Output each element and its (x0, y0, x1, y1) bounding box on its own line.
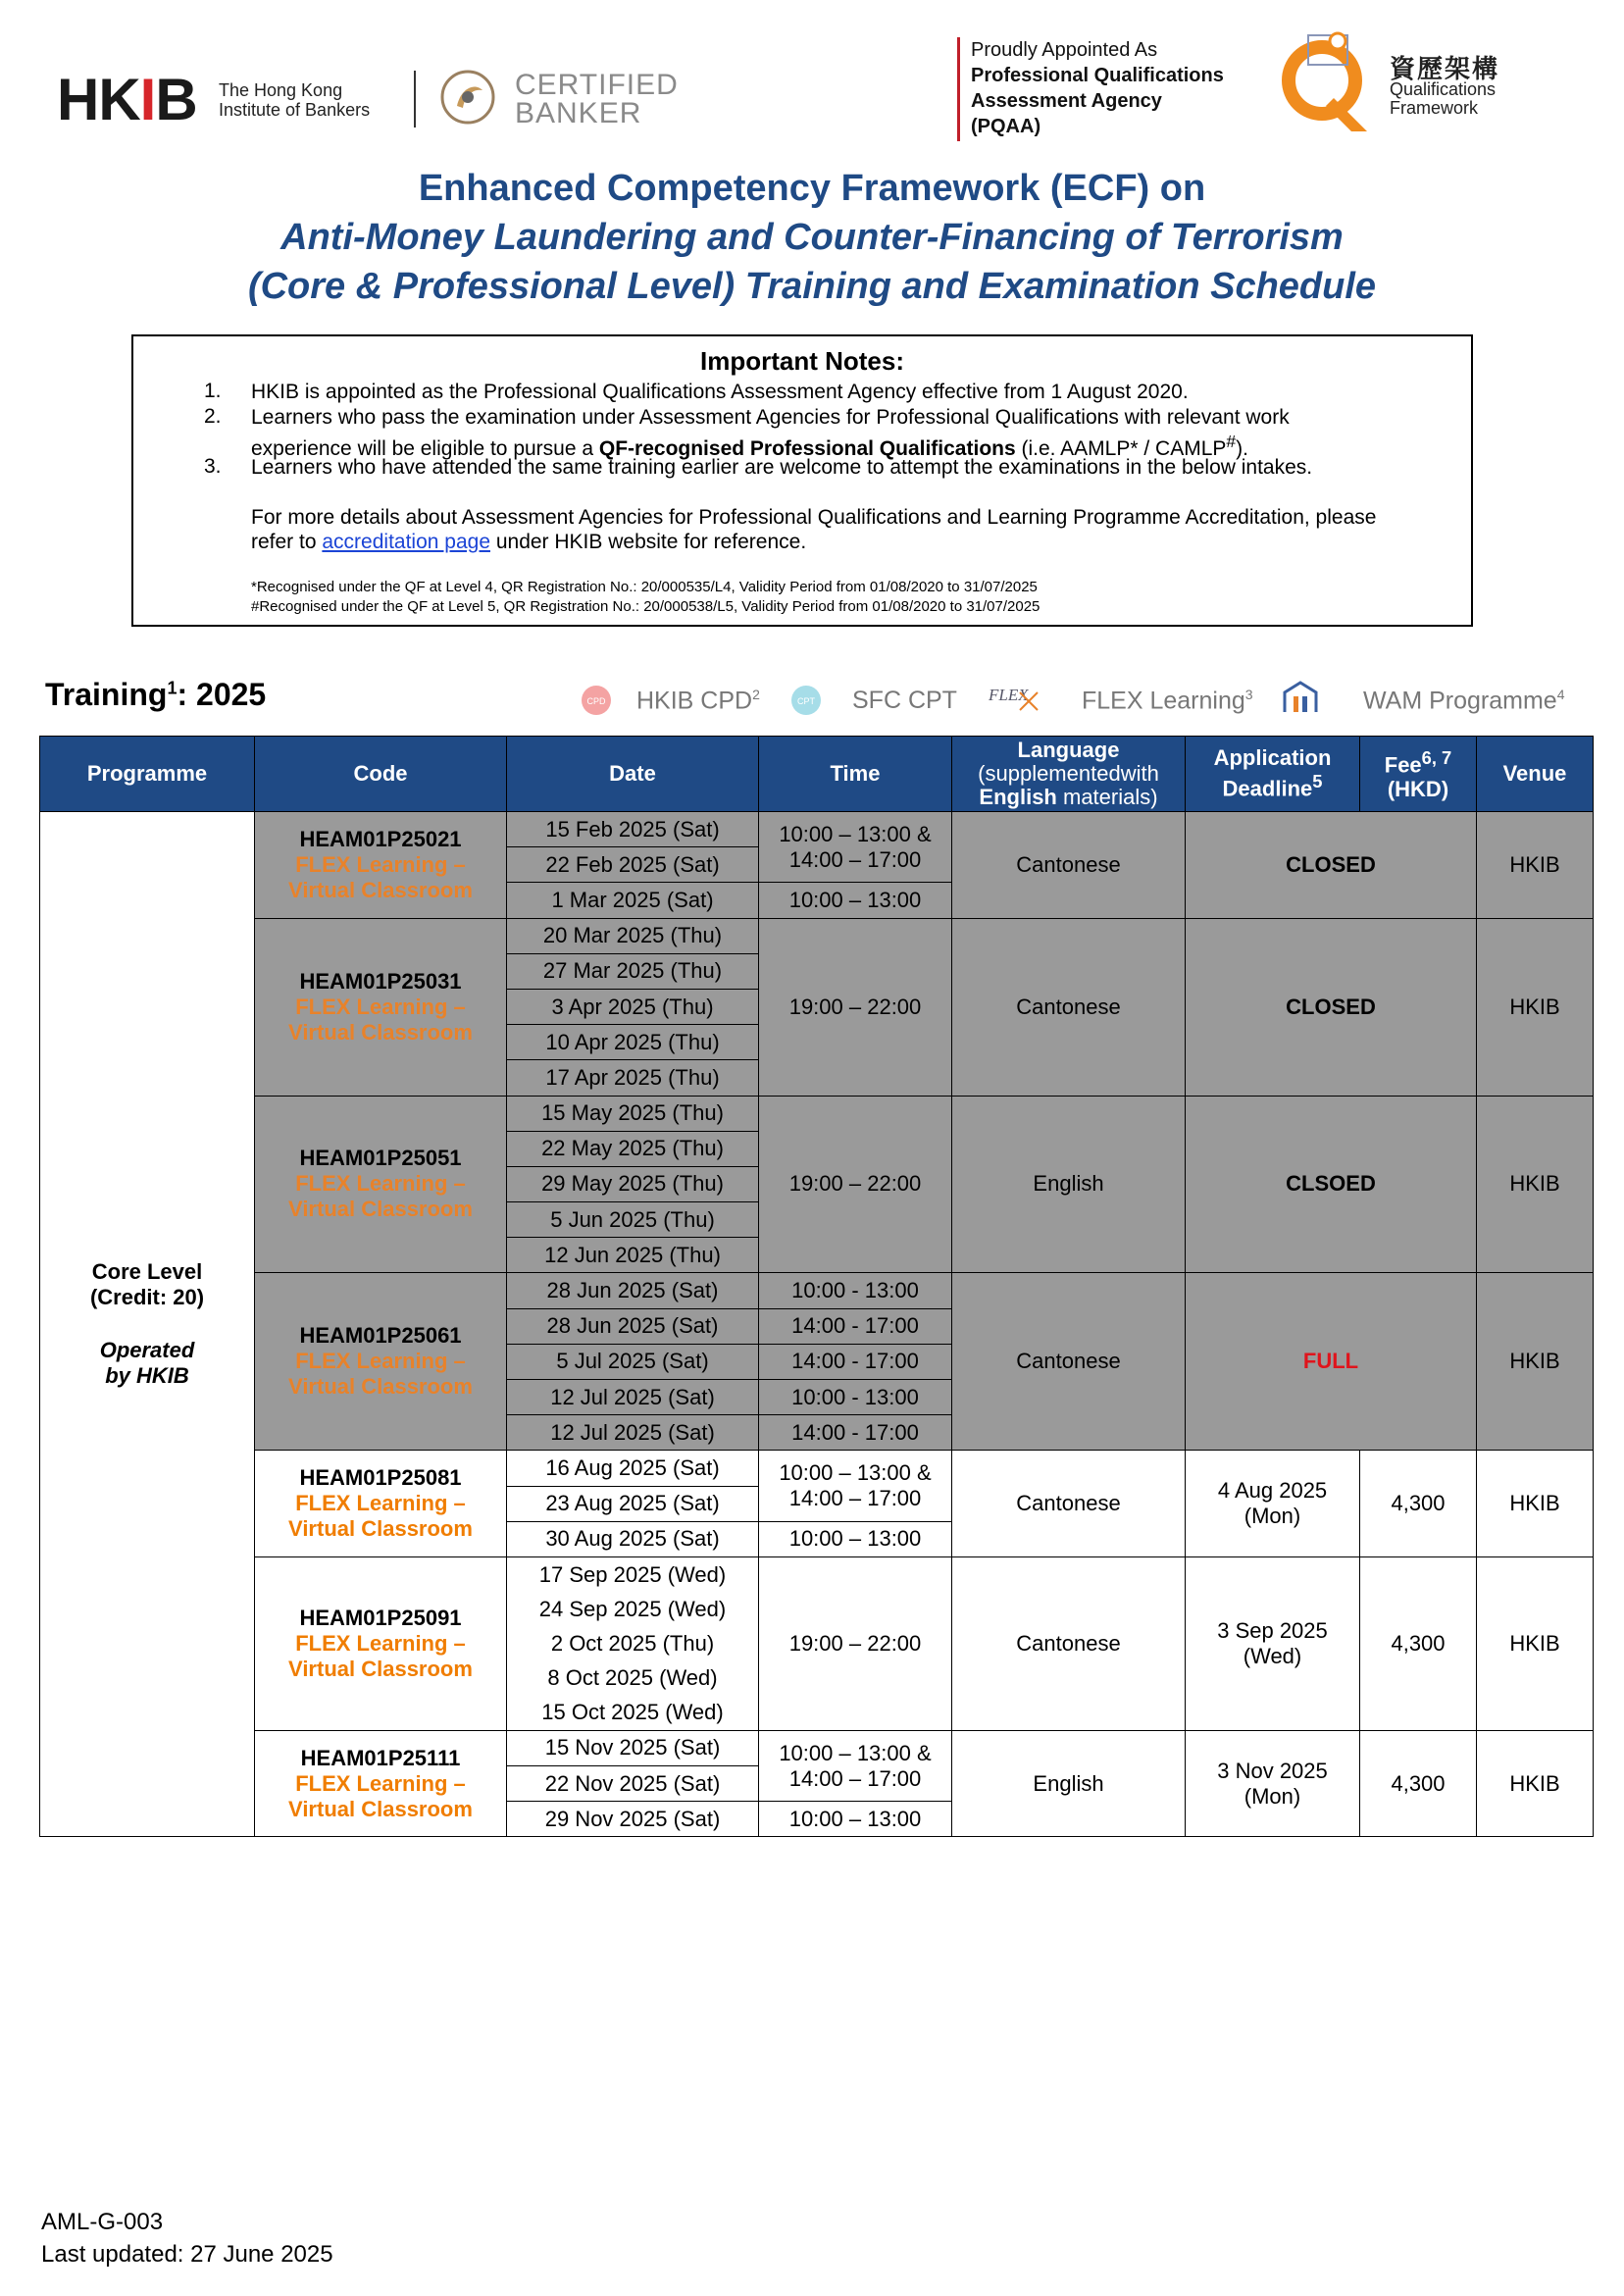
qf-chinese-name: 資歷架構 (1390, 54, 1500, 83)
svg-text:FLEX: FLEX (989, 686, 1029, 704)
col-language: Language (supplementedwith English materials) (952, 737, 1186, 812)
note-1-number: 1. (204, 380, 222, 402)
hkib-logo-subtitle: The Hong Kong Institute of Bankers (219, 80, 371, 120)
date-cell: 5 Jun 2025 (Thu) (507, 1202, 759, 1238)
venue-cell: HKIB (1477, 1730, 1594, 1837)
language-cell: English (952, 1730, 1186, 1837)
more-details-text: For more details about Assessment Agencies for Professional Qualifications and Learning Programme Accreditation, please refer to accreditation page under HKIB website for reference. (251, 506, 1377, 553)
date-cell: 29 May 2025 (Thu) (507, 1166, 759, 1201)
table-row (40, 918, 1594, 953)
footnote-level5: #Recognised under the QF at Level 5, QR Registration No.: 20/000538/L5, Validity Period from 01/08/2020 to 31/07/2025 (251, 598, 1040, 615)
col-code: Code (255, 737, 507, 812)
title-line-2: Anti-Money Laundering and Counter-Financing of Terrorism (280, 217, 1344, 258)
venue-cell: HKIB (1477, 1451, 1594, 1557)
training-heading: Training$^1$: 2025 (45, 677, 267, 712)
table-row (40, 1273, 1594, 1308)
date-cell: 5 Jul 2025 (Sat) (507, 1344, 759, 1379)
legend-hkib-cpd: HKIB CPD$^2$ (636, 687, 760, 715)
hkib-logo: HKIB (57, 67, 197, 132)
table-row (40, 1730, 1594, 1765)
note-3-text: Learners who have attended the same training earlier are welcome to attempt the examinations in the below intakes. (251, 456, 1313, 479)
code-cell: HEAM01P25091 FLEX Learning – Virtual Classroom (255, 1556, 507, 1730)
qualifications-framework-logo-icon (1273, 29, 1381, 139)
date-cell: 30 Aug 2025 (Sat) (507, 1521, 759, 1556)
date-cell: 15 Nov 2025 (Sat) (507, 1730, 759, 1765)
venue-cell: HKIB (1477, 1556, 1594, 1730)
time-cell: 10:00 – 13:00 & 14:00 – 17:00 (759, 1730, 952, 1801)
wam-icon (1281, 681, 1320, 716)
table-row (40, 812, 1594, 847)
language-cell: Cantonese (952, 812, 1186, 919)
accreditation-page-link[interactable]: accreditation page (322, 531, 490, 553)
date-cell: 2 Oct 2025 (Thu) (507, 1626, 759, 1660)
status-cell: CLOSED (1186, 812, 1477, 919)
language-cell: Cantonese (952, 918, 1186, 1096)
col-fee: Fee$^{6, 7}$ (HKD) (1360, 737, 1477, 812)
time-cell: 14:00 - 17:00 (759, 1344, 952, 1379)
col-deadline: Application Deadline$^5$ (1186, 737, 1360, 812)
note-2-number: 2. (204, 405, 222, 428)
table-row (40, 1556, 1594, 1592)
code-cell: HEAM01P25081 FLEX Learning – Virtual Classroom (255, 1451, 507, 1557)
time-cell: 14:00 - 17:00 (759, 1308, 952, 1344)
time-cell: 10:00 – 13:00 (759, 883, 952, 918)
time-cell: 10:00 – 13:00 & 14:00 – 17:00 (759, 1451, 952, 1521)
date-cell: 20 Mar 2025 (Thu) (507, 918, 759, 953)
deadline-cell: 3 Sep 2025 (Wed) (1186, 1556, 1360, 1730)
important-notes-box (131, 334, 1473, 627)
date-cell: 16 Aug 2025 (Sat) (507, 1451, 759, 1486)
time-cell: 10:00 – 13:00 (759, 1802, 952, 1837)
status-cell: FULL (1186, 1273, 1477, 1451)
certified-banker-emblem-icon (439, 69, 496, 126)
venue-cell: HKIB (1477, 1096, 1594, 1273)
logo-divider (414, 71, 416, 128)
language-cell: Cantonese (952, 1556, 1186, 1730)
date-cell: 24 Sep 2025 (Wed) (507, 1592, 759, 1626)
date-cell: 28 Jun 2025 (Sat) (507, 1308, 759, 1344)
language-cell: English (952, 1096, 1186, 1273)
time-cell: 10:00 – 13:00 & 14:00 – 17:00 (759, 812, 952, 883)
date-cell: 15 May 2025 (Thu) (507, 1096, 759, 1131)
table-row (40, 1451, 1594, 1486)
date-cell: 15 Feb 2025 (Sat) (507, 812, 759, 847)
status-cell: CLOSED (1186, 918, 1477, 1096)
date-cell: 27 Mar 2025 (Thu) (507, 953, 759, 989)
date-cell: 28 Jun 2025 (Sat) (507, 1273, 759, 1308)
code-cell: HEAM01P25021 FLEX Learning – Virtual Classroom (255, 812, 507, 919)
svg-text:CPD: CPD (586, 696, 606, 706)
fee-cell: 4,300 (1360, 1451, 1477, 1557)
flex-learning-icon (987, 681, 1049, 716)
col-time: Time (759, 737, 952, 812)
status-cell: CLSOED (1186, 1096, 1477, 1273)
training-schedule-table (39, 736, 1594, 1837)
language-cell: Cantonese (952, 1273, 1186, 1451)
col-date: Date (507, 737, 759, 812)
date-cell: 8 Oct 2025 (Wed) (507, 1661, 759, 1696)
date-cell: 17 Apr 2025 (Thu) (507, 1060, 759, 1096)
time-cell: 10:00 – 13:00 (759, 1521, 952, 1556)
note-1-text: HKIB is appointed as the Professional Qualifications Assessment Agency effective from 1 August 2020. (251, 381, 1189, 403)
certified-banker-logo-text: CERTIFIED BANKER (515, 69, 679, 129)
legend-flex-learning: FLEX Learning$^3$ (1082, 687, 1253, 715)
date-cell: 22 Nov 2025 (Sat) (507, 1766, 759, 1802)
date-cell: 10 Apr 2025 (Thu) (507, 1025, 759, 1060)
deadline-cell: 3 Nov 2025 (Mon) (1186, 1730, 1360, 1837)
cpd-icon (581, 685, 612, 716)
note-3-number: 3. (204, 455, 222, 478)
fee-cell: 4,300 (1360, 1556, 1477, 1730)
cpt-icon (790, 685, 822, 716)
pqaa-accent-bar (957, 37, 960, 141)
date-cell: 29 Nov 2025 (Sat) (507, 1802, 759, 1837)
notes-heading: Important Notes: (700, 346, 904, 376)
title-line-3: (Core & Professional Level) Training and Examination Schedule (247, 266, 1377, 307)
code-cell: HEAM01P25031 FLEX Learning – Virtual Classroom (255, 918, 507, 1096)
date-cell: 23 Aug 2025 (Sat) (507, 1486, 759, 1521)
time-cell: 10:00 - 13:00 (759, 1380, 952, 1415)
time-cell: 14:00 - 17:00 (759, 1415, 952, 1451)
time-cell: 19:00 – 22:00 (759, 918, 952, 1096)
date-cell: 22 Feb 2025 (Sat) (507, 847, 759, 883)
pqaa-statement: Proudly Appointed As Professional Qualifications Assessment Agency (PQAA) (971, 39, 1224, 137)
date-cell: 15 Oct 2025 (Wed) (507, 1696, 759, 1731)
title-line-1: Enhanced Competency Framework (ECF) on (418, 168, 1206, 209)
code-cell: HEAM01P25111 FLEX Learning – Virtual Classroom (255, 1730, 507, 1837)
venue-cell: HKIB (1477, 1273, 1594, 1451)
language-cell: Cantonese (952, 1451, 1186, 1557)
date-cell: 12 Jul 2025 (Sat) (507, 1415, 759, 1451)
date-cell: 12 Jul 2025 (Sat) (507, 1380, 759, 1415)
date-cell: 12 Jun 2025 (Thu) (507, 1238, 759, 1273)
svg-text:CPT: CPT (797, 696, 815, 706)
col-venue: Venue (1477, 737, 1594, 812)
date-cell: 22 May 2025 (Thu) (507, 1131, 759, 1166)
col-programme: Programme (40, 737, 255, 812)
code-cell: HEAM01P25061 FLEX Learning – Virtual Classroom (255, 1273, 507, 1451)
footnote-level4: *Recognised under the QF at Level 4, QR Registration No.: 20/000535/L4, Validity Period from 01/08/2020 to 31/07/2025 (251, 579, 1038, 595)
date-cell: 1 Mar 2025 (Sat) (507, 883, 759, 918)
code-cell: HEAM01P25051 FLEX Learning – Virtual Classroom (255, 1096, 507, 1273)
qf-english-name: Qualifications Framework (1390, 79, 1497, 118)
programme-cell: Core Level (Credit: 20) Operated by HKIB (40, 812, 255, 1837)
table-header-row (40, 737, 1594, 812)
table-row (40, 1096, 1594, 1131)
fee-cell: 4,300 (1360, 1730, 1477, 1837)
time-cell: 19:00 – 22:00 (759, 1556, 952, 1730)
venue-cell: HKIB (1477, 812, 1594, 919)
venue-cell: HKIB (1477, 918, 1594, 1096)
deadline-cell: 4 Aug 2025 (Mon) (1186, 1451, 1360, 1557)
document-code: AML-G-003 (41, 2209, 164, 2235)
time-cell: 10:00 - 13:00 (759, 1273, 952, 1308)
legend-wam-programme: WAM Programme$^4$ (1363, 687, 1565, 715)
note-2-text: Learners who pass the examination under Assessment Agencies for Professional Qualifications with relevant work experience will be eligible to pursue a QF-recognised Professional Qualifications (i.e. AAMLP* / CAMLP#). (251, 406, 1290, 460)
date-cell: 17 Sep 2025 (Wed) (507, 1556, 759, 1592)
legend-sfc-cpt: SFC CPT (852, 687, 957, 714)
time-cell: 19:00 – 22:00 (759, 1096, 952, 1273)
date-cell: 3 Apr 2025 (Thu) (507, 989, 759, 1024)
last-updated: Last updated: 27 June 2025 (41, 2241, 333, 2268)
